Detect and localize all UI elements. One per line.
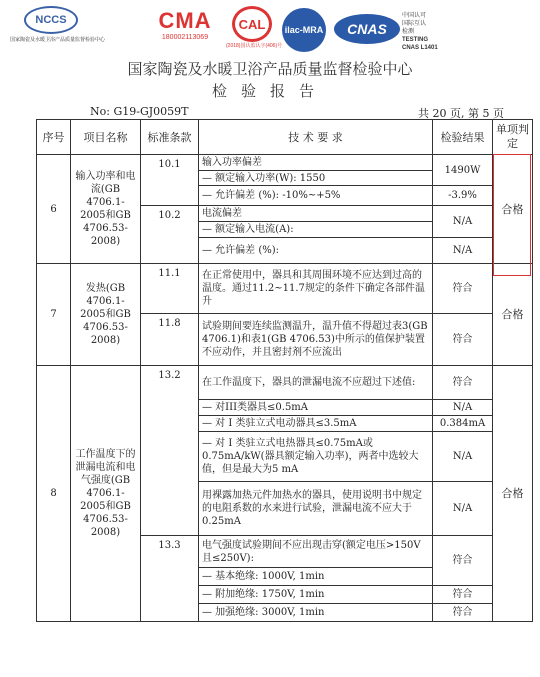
cnas-logo: CNAS [334, 14, 400, 44]
cnas-text [402, 12, 438, 52]
col-header: 项目名称 [71, 120, 141, 155]
col-header: 技 术 要 求 [199, 120, 433, 155]
cnas-line: CNAS L1401 [402, 45, 438, 51]
result-cell: N/A [433, 206, 493, 238]
ilac-mra-logo: ilac-MRA [282, 8, 326, 52]
result-cell: N/A [433, 432, 493, 482]
result-cell: N/A [433, 482, 493, 536]
table-header-row [37, 120, 533, 155]
table-row [37, 264, 533, 314]
requirement-cell: — 额定输入功率(W): 1550 [199, 171, 433, 186]
col-header: 标准条款 [141, 120, 199, 155]
requirement-cell: — 对 I 类驻立式电热器具≤0.75mA或0.75mA/kW(器具额定输入功率)，两者中选较大值，但是最大为5 mA [199, 432, 433, 482]
result-cell: N/A [433, 238, 493, 264]
requirement-cell: 用裸露加热元件加热水的器具，使用说明书中规定的电阻系数的水来进行试验，泄漏电流不应大于0.25mA [199, 482, 433, 536]
result-cell: 1490W [433, 155, 493, 186]
requirement-cell: 在正常使用中，器具和其周围环境不应达到过高的温度。通过11.2~11.7规定的条件下确定各部件温升 [199, 264, 433, 314]
result-cell: 符合 [433, 536, 493, 586]
page-info: 共 20 页, 第 5 页 [418, 107, 504, 120]
requirement-cell: — 对 I 类驻立式电动器具≤3.5mA [199, 416, 433, 432]
report-title: 检验报告 [211, 82, 328, 100]
col-header: 序号 [37, 120, 71, 155]
logo-bar [0, 0, 540, 62]
result-cell: 符合 [433, 366, 493, 400]
judgement-cell: 合格 [493, 264, 533, 366]
judgement-cell: 合格 [493, 366, 533, 622]
result-cell: N/A [433, 400, 493, 416]
clause-cell: 10.1 [141, 155, 199, 206]
result-cell: 符合 [433, 314, 493, 366]
requirement-cell: — 额定输入电流(A): [199, 222, 433, 238]
requirement-cell: — 允许偏差 (%): -10%~+5% [199, 186, 433, 206]
cnas-line: 国际互认 [402, 21, 427, 27]
item-name-cell: 输入功率和电流(GB 4706.1-2005和GB 4706.53-2008) [71, 155, 141, 264]
cma-logo [152, 8, 218, 41]
item-name-cell: 发热(GB 4706.1-2005和GB 4706.53-2008) [71, 264, 141, 366]
nccs-subtitle: 国家陶瓷及水暖卫浴产品质量监督检验中心 [10, 37, 106, 43]
requirement-cell: 电流偏差 [199, 206, 433, 222]
judgement-cell: 合格 [493, 155, 533, 264]
cnas-line: TESTING [402, 37, 429, 43]
seq-cell: 6 [37, 155, 71, 264]
clause-cell: 13.3 [141, 536, 199, 622]
cnas-line: 检测 [402, 29, 415, 35]
result-cell: 符合 [433, 604, 493, 622]
requirement-cell: 输入功率偏差 [199, 155, 433, 171]
seq-cell: 7 [37, 264, 71, 366]
clause-cell: 13.2 [141, 366, 199, 536]
col-header: 单项判定 [493, 120, 533, 155]
cma-mark: CMA [158, 8, 212, 33]
table-row [37, 366, 533, 400]
requirement-cell: — 加强绝缘: 3000V, 1min [199, 604, 433, 622]
inspection-table [36, 119, 533, 622]
requirement-cell: — 附加绝缘: 1750V, 1min [199, 586, 433, 604]
requirement-cell: 在工作温度下，器具的泄漏电流不应超过下述值: [199, 366, 433, 400]
center-name: 国家陶瓷及水暖卫浴产品质量监督检验中心 [127, 60, 413, 78]
seq-cell: 8 [37, 366, 71, 622]
requirement-cell: 电气强度试验期间不应出现击穿(额定电压>150V且≤250V): [199, 536, 433, 568]
nccs-logo [10, 6, 106, 43]
clause-cell: 11.1 [141, 264, 199, 314]
cal-logo [226, 6, 283, 49]
cal-number: (2018)国认监认字(406)号 [226, 43, 283, 49]
requirement-cell: — 允许偏差 (%): [199, 238, 433, 264]
result-cell: -3.9% [433, 186, 493, 206]
report-number: No: G19-GJ0059T [90, 105, 189, 118]
requirement-cell: — 对III类器具≤0.5mA [199, 400, 433, 416]
cnas-line: 中国认可 [402, 13, 427, 19]
clause-cell: 11.8 [141, 314, 199, 366]
clause-cell: 10.2 [141, 206, 199, 264]
judgement-highlight-box [493, 154, 531, 276]
cma-number: 180002113069 [161, 34, 209, 41]
result-cell: 符合 [433, 264, 493, 314]
result-cell: 0.384mA [433, 416, 493, 432]
item-name-cell: 工作温度下的泄漏电流和电气强度(GB 4706.1-2005和GB 4706.53-2008) [71, 366, 141, 622]
requirement-cell: — 基本绝缘: 1000V, 1min [199, 568, 433, 586]
table-row [37, 155, 533, 171]
cal-mark: CAL [232, 6, 272, 42]
nccs-mark: NCCS [24, 6, 78, 34]
result-cell: 符合 [433, 586, 493, 604]
col-header: 检验结果 [433, 120, 493, 155]
requirement-cell: 试验期间要连续监测温升，温升值不得超过表3(GB 4706.1)和表1(GB 4706.53)中所示的值保护装置不应动作，并且密封剂不应流出 [199, 314, 433, 366]
